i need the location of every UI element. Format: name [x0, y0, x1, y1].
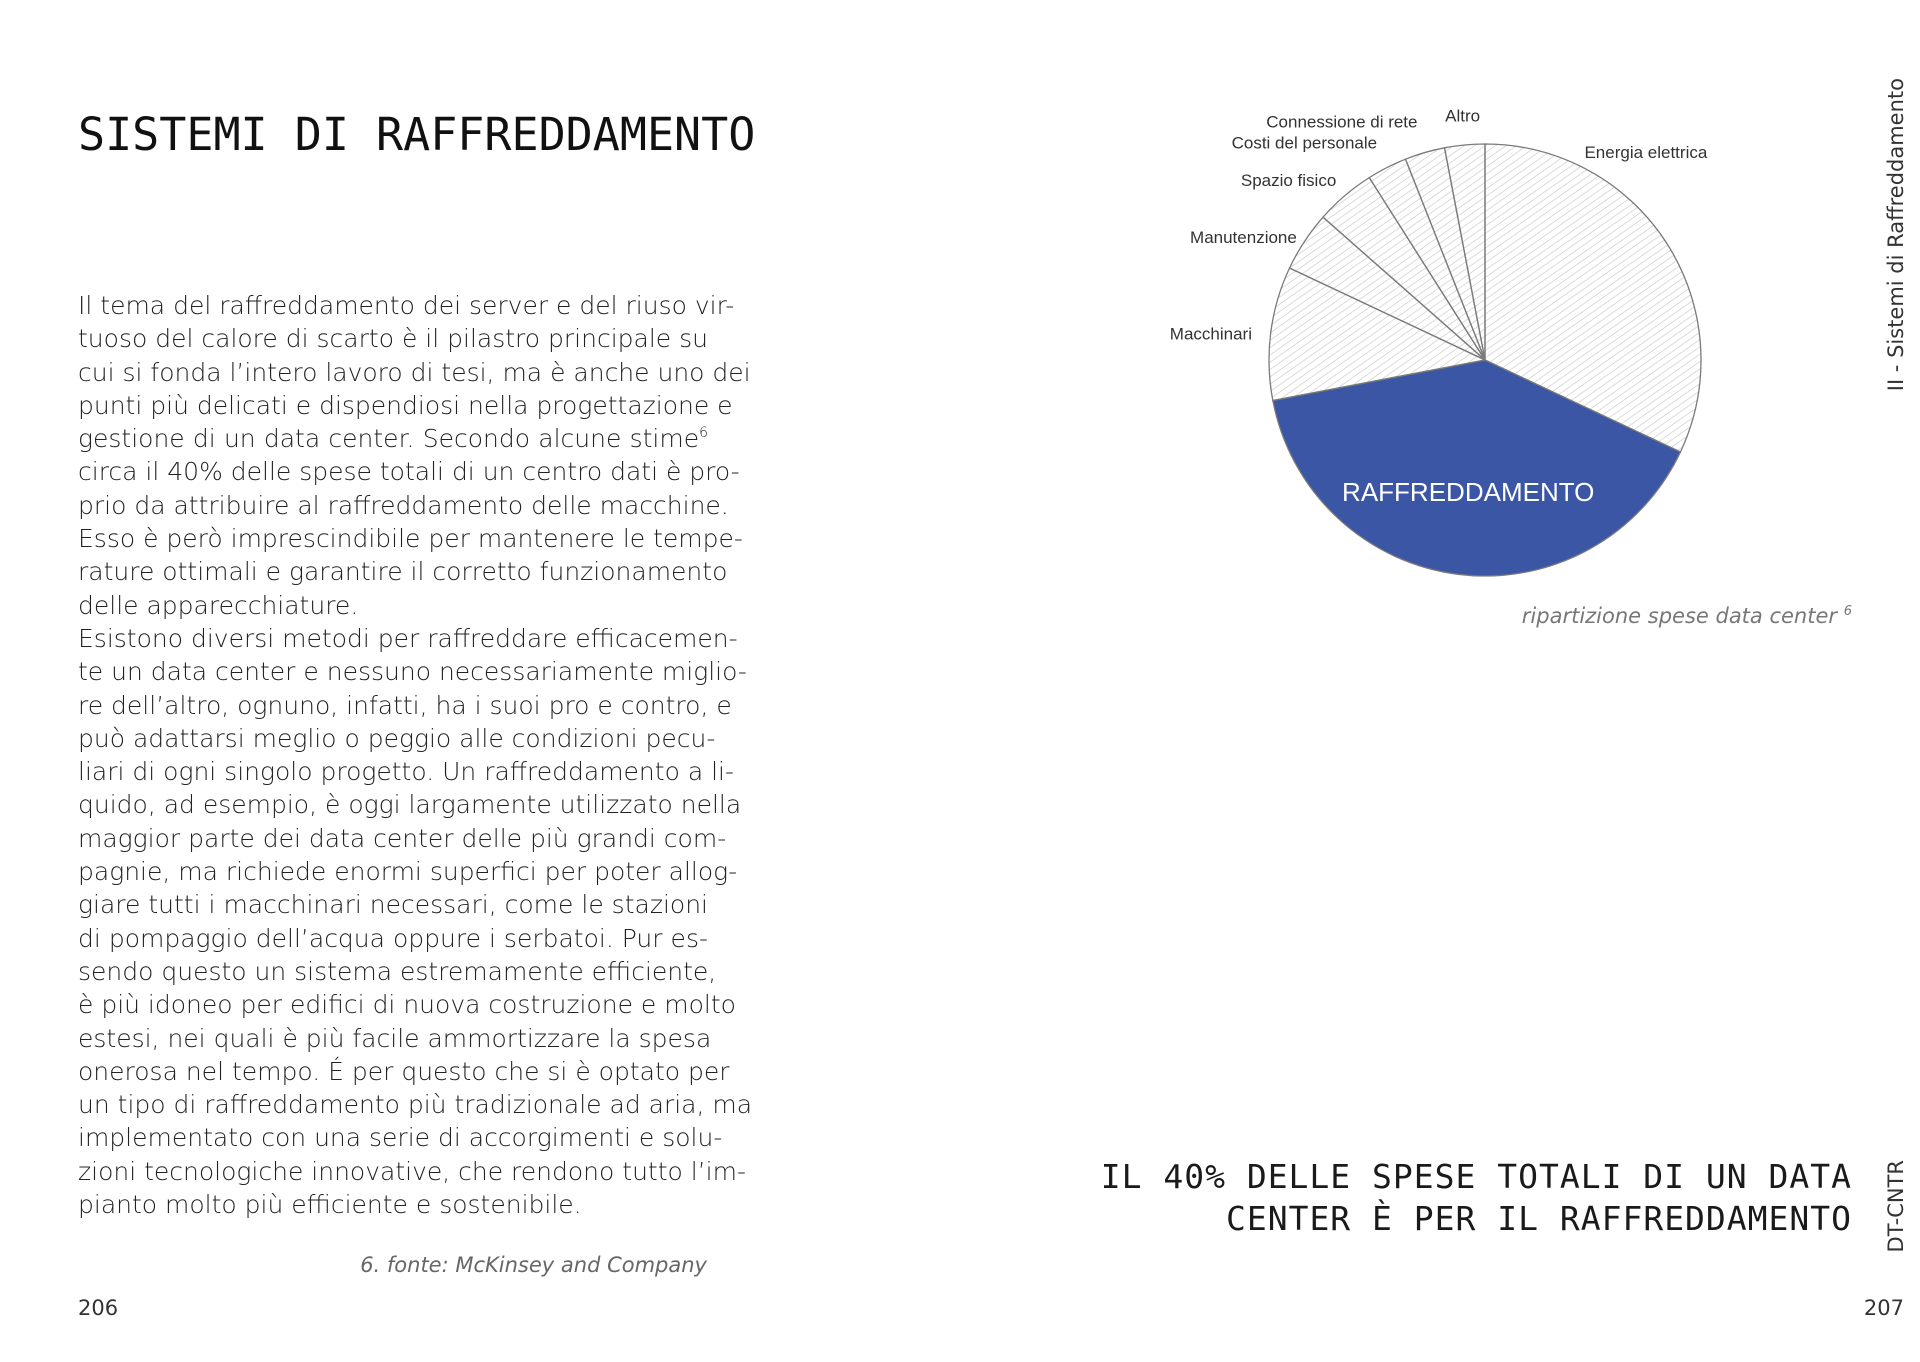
chart-caption-text: ripartizione spese data center	[1521, 604, 1838, 628]
footnote-ref: 6	[699, 425, 708, 442]
pie-label: Energia elettrica	[1584, 143, 1708, 163]
pull-quote-line-2: CENTER È PER IL RAFFREDDAMENTO	[1225, 1199, 1852, 1238]
body-line: è più idoneo per edifici di nuova costruzione e molto	[78, 990, 736, 1020]
pie-label: Connessione di rete	[1266, 112, 1418, 132]
side-code: DT-CNTR	[1884, 1160, 1908, 1253]
pie-label: RAFFREDDAMENTO	[1342, 476, 1595, 507]
body-line: punti più delicati e dispendiosi nella progettazione e	[78, 390, 733, 420]
body-line: prio da attribuire al raffreddamento delle macchine.	[78, 490, 729, 520]
body-line: quido, ad esempio, è oggi largamente utilizzato nella	[78, 790, 742, 820]
body-line-text: gestione di un data center. Secondo alcune stime	[78, 424, 700, 454]
body-line: Esistono diversi metodi per raffreddare efficacemen-	[78, 623, 738, 653]
pie-label: Spazio fisico	[1240, 170, 1337, 190]
body-line: circa il 40% delle spese totali di un centro dati è pro-	[78, 457, 740, 487]
body-line: di pompaggio dell’acqua oppure i serbatoi. Pur es-	[78, 923, 708, 953]
body-line: Esso è però imprescindibile per mantenere le tempe-	[78, 524, 743, 554]
pull-quote	[1101, 1156, 1852, 1240]
body-line: delle apparecchiature.	[78, 590, 359, 620]
body-line: pagnie, ma richiede enormi superfici per poter allog-	[78, 857, 738, 887]
chart-caption	[1522, 604, 1852, 628]
body-line: maggior parte dei data center delle più grandi com-	[78, 823, 727, 853]
body-line: re dell’altro, ognuno, infatti, ha i suoi pro e contro, e	[78, 690, 732, 720]
body-line: liari di ogni singolo progetto. Un raffreddamento a li-	[78, 757, 734, 787]
body-line	[78, 422, 708, 455]
chapter-side-label: II - Sistemi di Raffreddamento	[1884, 78, 1908, 392]
pull-quote-line-1: IL 40% DELLE SPESE TOTALI DI UN DATA	[1100, 1157, 1852, 1196]
body-line: te un data center e nessuno necessariamente miglio-	[78, 657, 747, 687]
body-line: pianto molto più efficiente e sostenibile.	[78, 1190, 582, 1220]
pie-label: Macchinari	[1169, 324, 1252, 344]
pie-label: Manutenzione	[1190, 228, 1297, 248]
body-line: estesi, nei quali è più facile ammortizzare la spesa	[78, 1023, 712, 1053]
pie-chart-svg	[1100, 100, 1800, 620]
page-number-left: 206	[78, 1296, 119, 1320]
page-number-right: 207	[1863, 1296, 1904, 1320]
footnote: 6. fonte: McKinsey and Company	[360, 1253, 707, 1277]
body-line: cui si fonda l’intero lavoro di tesi, ma è anche uno dei	[78, 357, 751, 387]
body-line: Il tema del raffreddamento dei server e del riuso vir-	[78, 291, 735, 320]
body-line: tuoso del calore di scarto è il pilastro principale su	[78, 324, 708, 354]
pie-label: Costi del personale	[1231, 133, 1378, 153]
body-text	[78, 289, 753, 1221]
body-line: zioni tecnologiche innovative, che rendono tutto l’im-	[78, 1156, 746, 1186]
body-line: sendo questo un sistema estremamente efficiente,	[78, 956, 717, 986]
body-line: implementato con una serie di accorgimenti e solu-	[78, 1123, 723, 1153]
body-line: rature ottimali e garantire il corretto funzionamento	[78, 557, 728, 587]
body-line: un tipo di raffreddamento più tradizionale ad aria, ma	[78, 1090, 753, 1120]
body-line: onerosa nel tempo. É per questo che si è optato per	[78, 1056, 730, 1086]
body-line: può adattarsi meglio o peggio alle condizioni pecu-	[78, 723, 716, 753]
pie-chart	[1100, 100, 1800, 620]
pie-label: Altro	[1445, 106, 1481, 126]
page-title: SISTEMI DI RAFFREDDAMENTO	[78, 108, 756, 161]
body-line: giare tutti i macchinari necessari, come le stazioni	[78, 890, 708, 920]
chart-caption-ref: 6	[1843, 604, 1852, 619]
